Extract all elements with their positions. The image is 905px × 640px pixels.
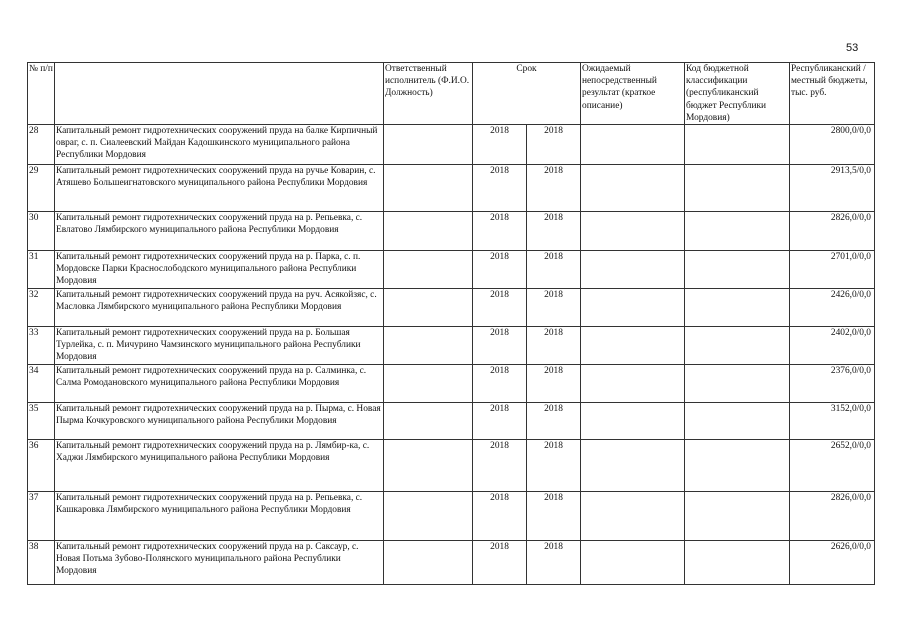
row-result [581,439,685,491]
row-responsible [384,402,473,439]
row-responsible [384,326,473,364]
row-name: Капитальный ремонт гидротехнических сооружений пруда на руч. Асякойзяс, с. Масловка Лямбирского муниципального района Республики Мордовия [55,288,384,326]
row-name: Капитальный ремонт гидротехнических сооружений пруда на балке Кирпичный овраг, с. п. Сиалеевский Майдан Кадошкинского муниципального района Республики Мордовия [55,125,384,165]
row-amount: 2800,0/0,0 [790,125,875,165]
row-name: Капитальный ремонт гидротехнических сооружений пруда на р. Пырма, с. Новая Пырма Кочкуровского муниципального района Республики Мордовия [55,402,384,439]
row-name: Капитальный ремонт гидротехнических сооружений пруда на р. Большая Турлейка, с. п. Мичурино Чамзинского муниципального района Республики Мордовия [55,326,384,364]
row-start-year: 2018 [473,402,527,439]
row-end-year: 2018 [527,288,581,326]
row-result [581,326,685,364]
header-term: Срок [473,63,581,125]
row-number: 34 [28,364,55,402]
table-row [28,165,875,212]
table-row [28,540,875,584]
row-amount: 2826,0/0,0 [790,212,875,251]
row-result [581,125,685,165]
row-number: 30 [28,212,55,251]
program-table [27,62,875,585]
table-row [28,491,875,540]
row-budget-code [685,125,790,165]
row-end-year: 2018 [527,540,581,584]
row-number: 33 [28,326,55,364]
row-start-year: 2018 [473,326,527,364]
row-amount: 2826,0/0,0 [790,491,875,540]
row-budget-code [685,165,790,212]
row-budget-code [685,212,790,251]
row-responsible [384,491,473,540]
table-row [28,125,875,165]
row-budget-code [685,402,790,439]
row-start-year: 2018 [473,251,527,289]
header-funding: Республиканский /местный бюджеты, тыс. руб. [790,63,875,125]
row-end-year: 2018 [527,125,581,165]
row-result [581,402,685,439]
row-budget-code [685,439,790,491]
row-responsible [384,251,473,289]
row-budget-code [685,491,790,540]
row-budget-code [685,251,790,289]
row-name: Капитальный ремонт гидротехнических сооружений пруда на р. Репьевка, с. Евлатово Лямбирского муниципального района Республики Мордовия [55,212,384,251]
row-number: 31 [28,251,55,289]
row-name: Капитальный ремонт гидротехнических сооружений пруда на р. Парка, с. п. Мордовске Парки Краснослободского муниципального района Республики Мордовия [55,251,384,289]
row-result [581,540,685,584]
row-end-year: 2018 [527,491,581,540]
row-amount: 2376,0/0,0 [790,364,875,402]
row-name: Капитальный ремонт гидротехнических сооружений пруда на р. Салминка, с. Салма Ромодановского муниципального района Республики Мордовия [55,364,384,402]
row-amount: 2402,0/0,0 [790,326,875,364]
row-number: 35 [28,402,55,439]
row-budget-code [685,288,790,326]
row-number: 28 [28,125,55,165]
row-amount: 2913,5/0,0 [790,165,875,212]
row-budget-code [685,326,790,364]
row-amount: 2426,0/0,0 [790,288,875,326]
row-responsible [384,165,473,212]
row-start-year: 2018 [473,364,527,402]
row-start-year: 2018 [473,125,527,165]
row-amount: 2626,0/0,0 [790,540,875,584]
header-name [55,63,384,125]
row-start-year: 2018 [473,212,527,251]
row-name: Капитальный ремонт гидротехнических сооружений пруда на ручье Коварин, с. Атяшево Большеигнатовского муниципального района Республики Мордовия [55,165,384,212]
row-end-year: 2018 [527,364,581,402]
row-amount: 2701,0/0,0 [790,251,875,289]
table-row [28,402,875,439]
row-result [581,165,685,212]
row-name: Капитальный ремонт гидротехнических сооружений пруда на р. Лямбир-ка, с. Хаджи Лямбирского муниципального района Республики Мордовия [55,439,384,491]
table-row [28,212,875,251]
row-start-year: 2018 [473,540,527,584]
row-budget-code [685,364,790,402]
row-end-year: 2018 [527,439,581,491]
row-responsible [384,364,473,402]
row-responsible [384,125,473,165]
header-result: Ожидаемый непосредственный результат (краткое описание) [581,63,685,125]
table-row [28,439,875,491]
row-end-year: 2018 [527,402,581,439]
header-budget-code: Код бюджетной классификации (республиканский бюджет Республики Мордовия) [685,63,790,125]
row-budget-code [685,540,790,584]
row-name: Капитальный ремонт гидротехнических сооружений пруда на р. Репьевка, с. Кашкаровка Лямбирского муниципального района Республики Мордовия [55,491,384,540]
row-responsible [384,288,473,326]
table-row [28,288,875,326]
row-result [581,364,685,402]
header-num: № п/п [28,63,55,125]
row-result [581,251,685,289]
table-row [28,364,875,402]
row-amount: 3152,0/0,0 [790,402,875,439]
row-end-year: 2018 [527,212,581,251]
row-number: 32 [28,288,55,326]
row-start-year: 2018 [473,439,527,491]
row-responsible [384,439,473,491]
row-amount: 2652,0/0,0 [790,439,875,491]
page-number: 53 [846,42,859,54]
row-start-year: 2018 [473,288,527,326]
row-result [581,288,685,326]
row-name: Капитальный ремонт гидротехнических сооружений пруда на р. Саксаур, с. Новая Потьма Зубово-Полянского муниципального района Республики Мордовия [55,540,384,584]
row-start-year: 2018 [473,165,527,212]
header-responsible: Ответственный исполнитель (Ф.И.О. Должность) [384,63,473,125]
row-end-year: 2018 [527,251,581,289]
row-end-year: 2018 [527,326,581,364]
row-number: 38 [28,540,55,584]
row-result [581,491,685,540]
row-responsible [384,540,473,584]
row-number: 36 [28,439,55,491]
row-end-year: 2018 [527,165,581,212]
row-number: 37 [28,491,55,540]
row-start-year: 2018 [473,491,527,540]
table-row [28,326,875,364]
table-row [28,251,875,289]
row-result [581,212,685,251]
table-header-row [28,63,875,125]
row-responsible [384,212,473,251]
row-number: 29 [28,165,55,212]
